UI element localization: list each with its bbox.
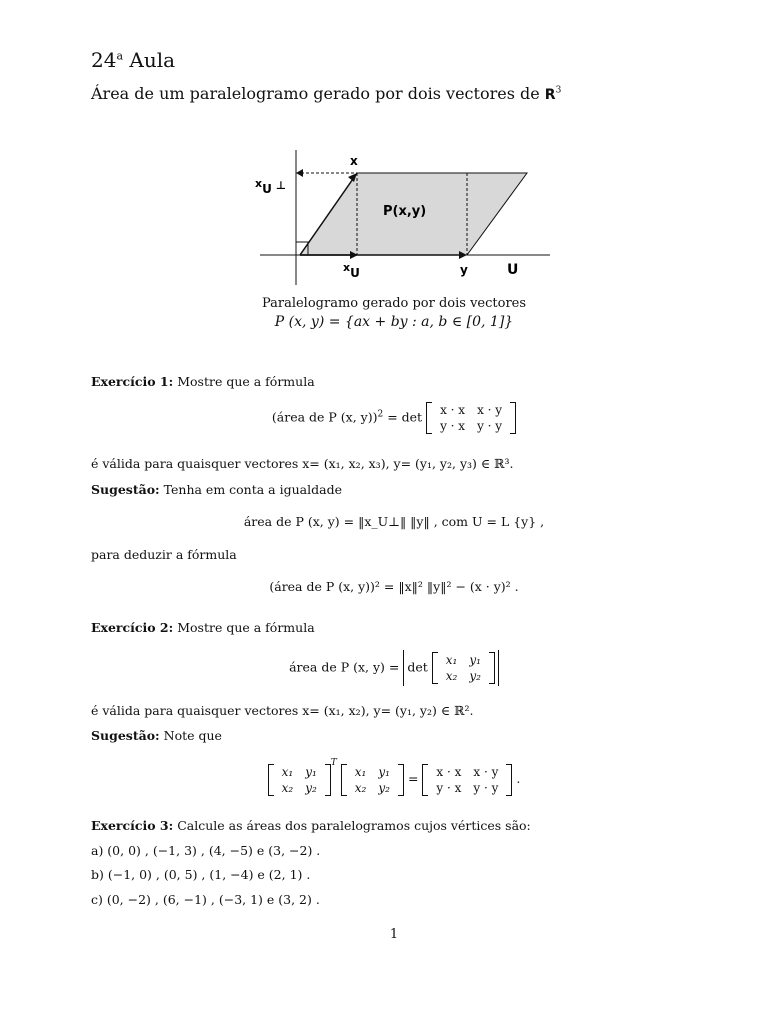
exercise-1-hint: Sugestão: Tenha em conta a igualdade — [91, 482, 342, 497]
exercise-3-item-b: b) (−1, 0) , (0, 5) , (1, −4) e (2, 1) . — [91, 867, 311, 882]
exercise-2-hint: Sugestão: Note que — [91, 728, 222, 743]
label-xu: xU — [343, 261, 360, 280]
lesson-title: 24$^a$ Aula — [91, 48, 176, 72]
label-u: U — [507, 262, 519, 278]
exercise-2-formula: área de P (x, y) = det x₁ y₁ x₂ y₂ — [0, 650, 768, 686]
absolute-value: det x₁ y₁ x₂ y₂ — [403, 650, 499, 686]
exercise-3-heading: Exercício 3: Calcule as áreas dos paralelogramos cujos vértices são: — [91, 818, 531, 833]
page-number: 1 — [389, 927, 399, 942]
exercise-1-deduce-formula: (área de P (x, y))² = ‖x‖² ‖y‖² − (x · y)² . — [269, 579, 519, 594]
parallelogram-figure — [255, 145, 555, 295]
label-y: y — [460, 263, 468, 277]
exercise-1-heading: Exercício 1: Mostre que a fórmula — [91, 374, 315, 389]
exercise-2-hint-formula: x₁ y₁ x₂ y₂ $^T$ x₁ y₁ x₂ y₂ = x · x x · y y · x y · y . — [0, 758, 768, 796]
exercise-1-validity: é válida para quaisquer vectores x= (x₁, x₂, x₃), y= (y₁, y₂, y₃) ∈ ℝ³. — [91, 456, 514, 471]
label-xu-perp: xU ⊥ — [255, 177, 286, 196]
exercise-1-hint-formula: área de P (x, y) = ‖x_U⊥‖ ‖y‖ , com U = L {y} , — [243, 514, 545, 529]
label-x: x — [350, 154, 358, 168]
lesson-subtitle: Área de um paralelogramo gerado por dois vectores de $R^3$ — [91, 84, 562, 103]
exercise-2-validity: é válida para quaisquer vectores x= (x₁, x₂), y= (y₁, y₂) ∈ ℝ². — [91, 703, 474, 718]
exercise-3-item-a: a) (0, 0) , (−1, 3) , (4, −5) e (3, −2) . — [91, 843, 321, 858]
exercise-2-heading: Exercício 2: Mostre que a fórmula — [91, 620, 315, 635]
gram-matrix: x · x x · y y · x y · y — [426, 402, 516, 434]
exercise-3-item-c: c) (0, −2) , (6, −1) , (−3, 1) e (3, 2) . — [91, 892, 320, 907]
exercise-1-formula: (área de P (x, y))$^2$ = det x · x x · y y · x y · y — [0, 402, 768, 434]
figure-caption-formula: P (x, y) = {ax + by : a, b ∈ [0, 1]} — [274, 314, 514, 330]
exercise-1-deduce: para deduzir a fórmula — [91, 547, 237, 562]
figure-caption: Paralelogramo gerado por dois vectores — [261, 296, 527, 311]
label-p: P(x,y) — [383, 204, 427, 219]
